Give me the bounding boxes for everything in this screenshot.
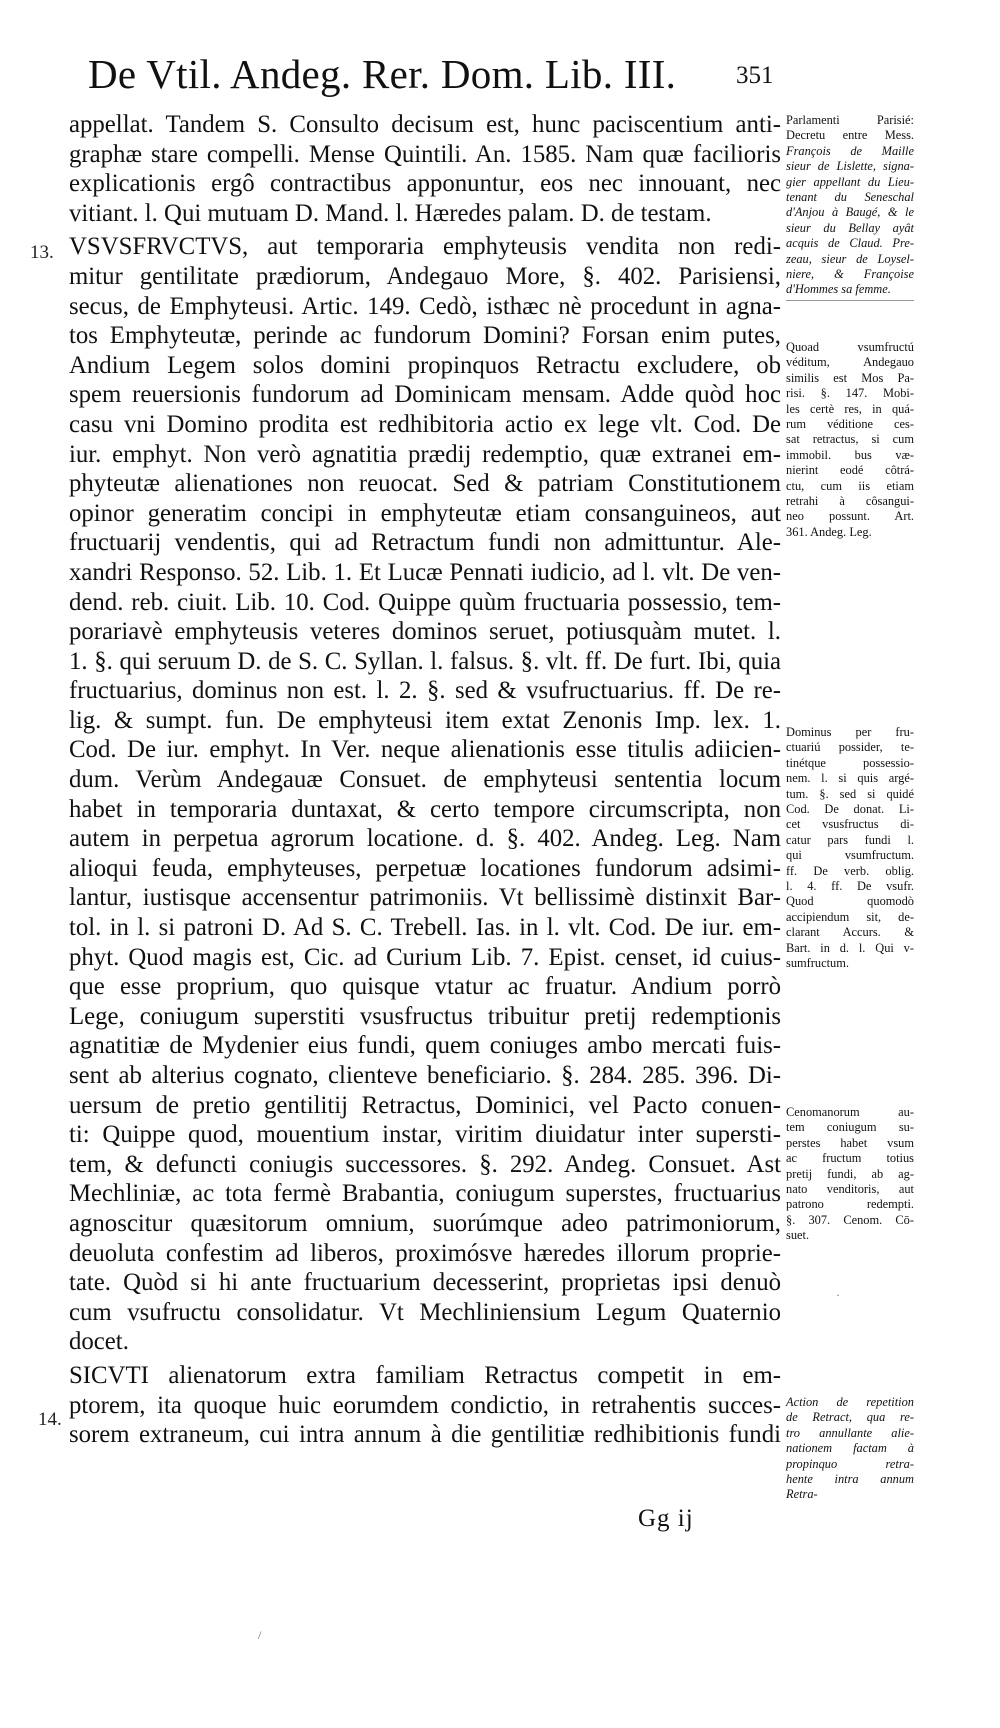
note-line: ac fructum totius	[786, 1151, 914, 1166]
note-line: sieur du Bellay ayât	[786, 220, 914, 235]
note-line: Cod. De donat. Li-	[786, 802, 914, 817]
note-line: ff. De verb. oblig.	[786, 863, 914, 878]
text-line: ptorem, ita quoque huic eorumdem condictio, in retrahentis succes-	[69, 1391, 781, 1419]
stray-ink-mark: /	[258, 1628, 262, 1642]
text-line: appellat. Tandem S. Consulto decisum est, hunc paciscentium anti-	[69, 111, 781, 138]
note-line: ctu, cum iis etiam	[786, 478, 914, 493]
note-line: l. 4. ff. De vsufr.	[786, 879, 914, 894]
section-number-13: 13.	[30, 242, 54, 263]
note-line: Bart. in d. l. Qui v-	[786, 940, 914, 955]
note-line: propinquo retra-	[786, 1456, 914, 1471]
note-line: nem. l. si quis argé-	[786, 771, 914, 786]
note-line: tinétque possessio-	[786, 755, 914, 770]
text-line: graphæ stare compelli. Mense Quintili. An. 1585. Nam quæ facilioris	[69, 140, 781, 168]
note-line: risi. §. 147. Mobi-	[786, 386, 914, 401]
note-line: sat retractus, si cum	[786, 432, 914, 447]
text-line: SICVTI alienatorum extra familiam Retractus competit in em-	[69, 1361, 781, 1389]
text-line: fructuarij vendentis, qui ad Retractum fundi non admittuntur. Ale-	[69, 529, 781, 557]
note-line: zeau, sieur de Loysel-	[786, 251, 914, 266]
note-line: gier appellant du Lieu-	[786, 174, 914, 189]
note-line: patrono redempti.	[786, 1197, 914, 1212]
stray-ink-mark: ·	[836, 1288, 840, 1302]
note-line: cet vsusfructus di-	[786, 817, 914, 832]
main-text-column	[69, 110, 781, 1450]
text-line: sent ab alterius cognato, clienteve beneficiario. §. 284. 285. 396. Di-	[69, 1062, 781, 1089]
page-number: 351	[736, 62, 774, 89]
note-line: les certè res, in quá-	[786, 401, 914, 416]
note-line: nato venditoris, aut	[786, 1182, 914, 1197]
note-line: véditum, Andegauo	[786, 355, 914, 370]
note-line: catur pars fundi l.	[786, 832, 914, 847]
note-line: Parlamenti Parisié:	[786, 113, 914, 127]
text-line: fructuarius, dominus non est. l. 2. §. sed & vsufructuarius. ff. De re-	[69, 677, 781, 705]
text-line: Mechliniæ, ac tota fermè Brabantia, coniugum superstes, fructuarius	[69, 1180, 781, 1208]
text-line: mitur gentilitate prædiorum, Andegauo More, §. 402. Parisiensi,	[69, 262, 781, 290]
note-line: tum. §. sed si quidé	[786, 786, 914, 801]
margin-divider	[786, 300, 914, 301]
note-line: d'Hommes sa femme.	[786, 282, 891, 297]
text-line: Andium Legem solos domini propinquos Retractu excludere, ob	[69, 351, 781, 379]
text-line: spem reuersionis fundorum ad Dominicam mensam. Adde quòd hoc	[69, 381, 781, 409]
text-line: cum vsufructu consolidatur. Vt Mechliniensium Legum Quaternio	[69, 1298, 781, 1326]
text-line: deuoluta confestim ad liberos, proximósve hæredes illorum proprie-	[69, 1239, 781, 1267]
text-line: explicationis ergô contractibus apponuntur, eos nec innouant, nec	[69, 170, 781, 198]
text-line: uersum de pretio gentilitij Retractus, Dominici, vel Pacto conuen-	[69, 1091, 781, 1119]
margin-note-dominus	[786, 725, 914, 972]
text-line: vitiant. l. Qui mutuam D. Mand. l. Hæredes palam. D. de testam.	[69, 199, 712, 227]
text-line: tate. Quòd si hi ante fructuarium decesserint, proprietas ipsi denuò	[69, 1269, 781, 1297]
note-line: sieur de Lislette, signa-	[786, 159, 914, 174]
note-line: François de Maille	[786, 143, 914, 158]
note-line: suet.	[786, 1228, 810, 1243]
margin-note-parlement-decree	[786, 113, 914, 298]
text-line: habet in temporaria duntaxat, & certo tempore circumscripta, non	[69, 795, 781, 823]
margin-note-action-repetition	[786, 1395, 914, 1503]
note-line: §. 307. Cenom. Cō-	[786, 1212, 914, 1227]
text-line: phyt. Quod magis est, Cic. ad Curium Lib. 7. Epist. censet, id cuius-	[69, 943, 781, 971]
note-line: niere, & Françoise	[786, 267, 914, 282]
note-line: tenant du Seneschal	[786, 190, 914, 205]
text-line: docet.	[69, 1328, 129, 1356]
note-line: retrahi à côsangui-	[786, 494, 914, 509]
note-line: acquis de Claud. Pre-	[786, 236, 914, 251]
text-line: autem in perpetua agrorum locatione. d. §. 402. Andeg. Leg. Nam	[69, 825, 781, 853]
note-line: qui vsumfructum.	[786, 848, 914, 863]
text-line: tem, & defuncti coniugis successores. §. 292. Andeg. Consuet. Ast	[69, 1150, 781, 1178]
note-line: perstes habet vsum	[786, 1135, 914, 1150]
note-line: tro annullante alie-	[786, 1425, 914, 1440]
note-line: accipiendum sit, de-	[786, 909, 914, 924]
note-line: Cenomanorum au-	[786, 1105, 914, 1119]
note-line: Action de repetition	[786, 1395, 914, 1409]
note-line: sumfructum.	[786, 956, 849, 971]
note-line: similis est Mos Pa-	[786, 370, 914, 385]
text-line: tos Emphyteutæ, perinde ac fundorum Domini? Forsan enim putes,	[69, 322, 781, 350]
text-line: 1. §. qui seruum D. de S. C. Syllan. l. falsus. §. vlt. ff. De furt. Ibi, quia	[69, 647, 781, 675]
text-line: phyteutæ alienationes non reuocat. Sed & patriam Constitutionem	[69, 470, 781, 498]
note-line: Decretu entre Mess.	[786, 128, 914, 143]
note-line: pretij fundi, ab ag-	[786, 1166, 914, 1181]
note-line: Dominus per fru-	[786, 725, 914, 739]
note-line: d'Anjou à Baugé, & le	[786, 205, 914, 220]
text-line: agnatitiæ de Mydenier eius fundi, quem coniuges ambo mercati fuis-	[69, 1032, 781, 1060]
text-line: opinor generatim concipi in emphyteutæ etiam consanguineos, aut	[69, 499, 781, 527]
note-line: clarant Accurs. &	[786, 925, 914, 940]
text-line: lantur, iustisque accensentur patrimoniis. Vt bellissimè distinxit Bar-	[69, 884, 781, 912]
note-line: Quod quomodò	[786, 894, 914, 909]
text-line: agnoscitur quæsitorum omnium, suorúmque adeo patrimoniorum,	[69, 1209, 781, 1237]
text-line: Cod. De iur. emphyt. In Ver. neque alienationis esse titulis adiicien-	[69, 736, 781, 764]
text-line: alioqui feuda, emphyteuses, perpetuæ locationes fundorum adsimi-	[69, 854, 781, 882]
margin-note-usufruct	[786, 340, 914, 540]
text-line: tol. in l. si patroni D. Ad S. C. Trebell. Ias. in l. vlt. Cod. De iur. em-	[69, 914, 781, 942]
running-head: De Vtil. Andeg. Rer. Dom. Lib. III.	[88, 51, 677, 97]
text-line: porariavè emphyteusis veteres dominos seruet, potiusquàm mutet. l.	[69, 618, 781, 646]
note-line: de Retract, qua re-	[786, 1410, 914, 1425]
note-line: immobil. bus væ-	[786, 447, 914, 462]
text-line: que esse proprium, quo quisque vtatur ac fruatur. Andium porrò	[69, 973, 781, 1001]
note-line: nierint eodé côtrá-	[786, 463, 914, 478]
note-line: Retra-	[786, 1487, 818, 1502]
text-line: iur. emphyt. Non verò agnatitia prædij redemptio, quæ extranei em-	[69, 440, 781, 468]
note-line: tem coniugum su-	[786, 1120, 914, 1135]
text-line: Lege, coniugum superstiti vsusfructus tribuitur pretij redemptionis	[69, 1002, 781, 1030]
note-line: neo possunt. Art.	[786, 509, 914, 524]
text-line: secus, de Emphyteusi. Artic. 149. Cedò, isthæc nè procedunt in agna-	[69, 292, 781, 320]
note-line: nationem factam à	[786, 1441, 914, 1456]
margin-note-cenomanorum	[786, 1105, 914, 1244]
text-line: xandri Responso. 52. Lib. 1. Et Lucæ Pennati iudicio, ad l. vlt. De ven-	[69, 558, 781, 586]
note-line: Quoad vsumfructú	[786, 340, 914, 354]
text-line: casu vni Domino prodita est redhibitoria actio ex lege vlt. Cod. De	[69, 410, 781, 438]
note-line: 361. Andeg. Leg.	[786, 524, 872, 539]
text-line: dend. reb. ciuit. Lib. 10. Cod. Quippe quùm fructuaria possessio, tem-	[69, 588, 781, 616]
note-line: rum véditione ces-	[786, 417, 914, 432]
section-number-14: 14.	[38, 1409, 62, 1430]
note-line: ctuariú possider, te-	[786, 740, 914, 755]
text-line: VSVSFRVCTVS, aut temporaria emphyteusis vendita non redi-	[69, 233, 781, 261]
text-line: sorem extraneum, cui intra annum à die gentilitiæ redhibitionis fundi	[69, 1421, 781, 1449]
text-line: ti: Quippe quod, mouentium instar, viritim diuidatur inter supersti-	[69, 1121, 781, 1149]
signature-mark: Gg ij	[638, 1505, 694, 1532]
text-line: lig. & sumpt. fun. De emphyteusi item extat Zenonis Imp. lex. 1.	[69, 706, 781, 734]
note-line: hente intra annum	[786, 1472, 914, 1487]
text-line: dum. Verùm Andegauæ Consuet. de emphyteusi sententia locum	[69, 766, 781, 794]
